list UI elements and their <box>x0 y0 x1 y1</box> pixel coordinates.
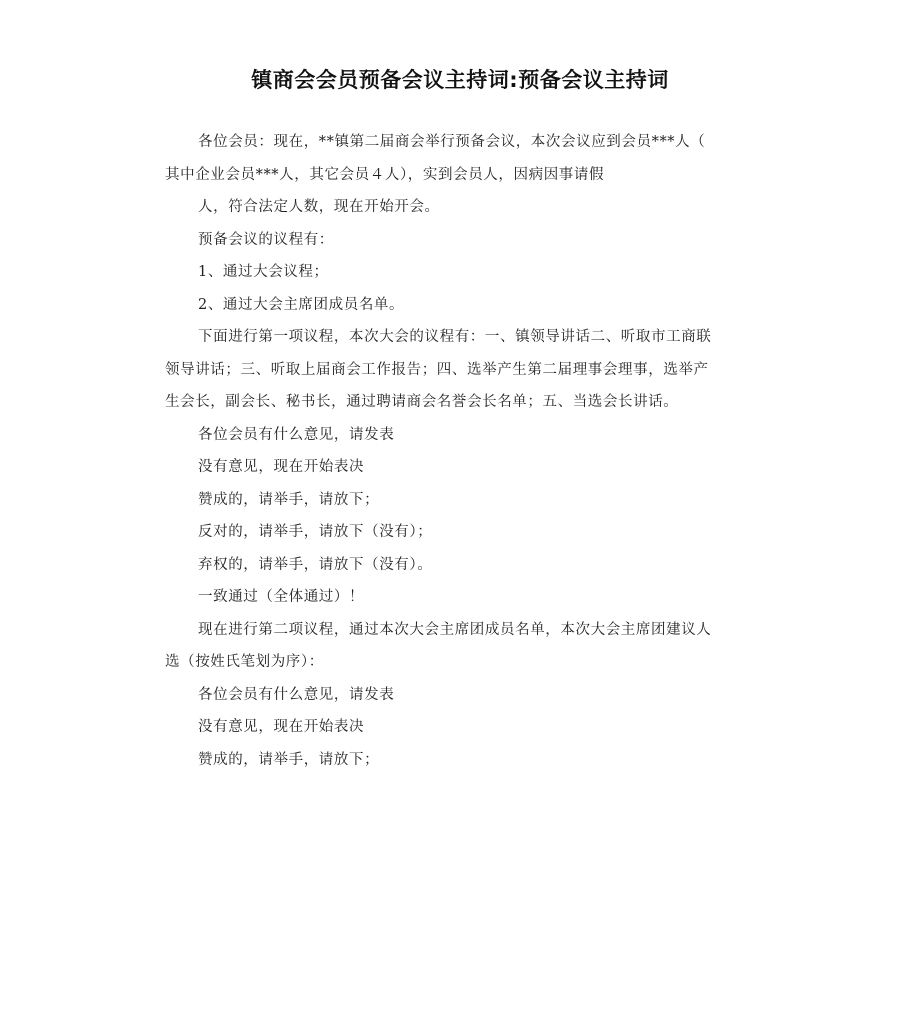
paragraph-line: 2、通过大会主席团成员名单。 <box>198 296 405 313</box>
paragraph-line: 一致通过（全体通过）！ <box>198 589 365 605</box>
paragraph-line: 选（按姓氏笔划为序）： <box>165 654 324 670</box>
paragraph-line: 弃权的，请举手，请放下（没有）。 <box>198 556 433 573</box>
paragraph-line: 领导讲话；三、听取上届商会工作报告；四、选举产生第二届理事会理事，选举产 <box>165 361 709 378</box>
paragraph-line: 现在进行第二项议程，通过本次大会主席团成员名单，本次大会主席团建议人 <box>198 621 712 638</box>
paragraph-line: 其中企业会员***人，其它会员４人），实到会员人，因病因事请假 <box>165 166 605 183</box>
paragraph-line: 反对的，请举手，请放下（没有）； <box>198 524 433 540</box>
paragraph-line: 下面进行第一项议程，本次大会的议程有：一、镇领导讲话二、听取市工商联 <box>198 329 712 345</box>
document-title: 镇商会会员预备会议主持词:预备会议主持词 <box>251 68 669 92</box>
paragraph-line: 没有意见，现在开始表决 <box>198 719 365 735</box>
paragraph-line: 各位会员有什么意见，请发表 <box>198 426 395 443</box>
paragraph-line: 各位会员：现在，**镇第二届商会举行预备会议，本次会议应到会员***人（ <box>198 134 706 150</box>
paragraph-line: 赞成的，请举手，请放下； <box>198 751 380 768</box>
paragraph-line: 没有意见，现在开始表决 <box>198 459 365 475</box>
paragraph-line: 赞成的，请举手，请放下； <box>198 491 380 508</box>
paragraph-line: 预备会议的议程有： <box>198 231 334 248</box>
paragraph-line: 生会长，副会长、秘书长，通过聘请商会名誉会长名单；五、当选会长讲话。 <box>165 394 679 410</box>
paragraph-line: 1、通过大会议程； <box>198 264 329 280</box>
paragraph-line: 人，符合法定人数，现在开始开会。 <box>198 199 440 215</box>
document-body <box>165 126 757 776</box>
paragraph-line: 各位会员有什么意见，请发表 <box>198 686 395 703</box>
